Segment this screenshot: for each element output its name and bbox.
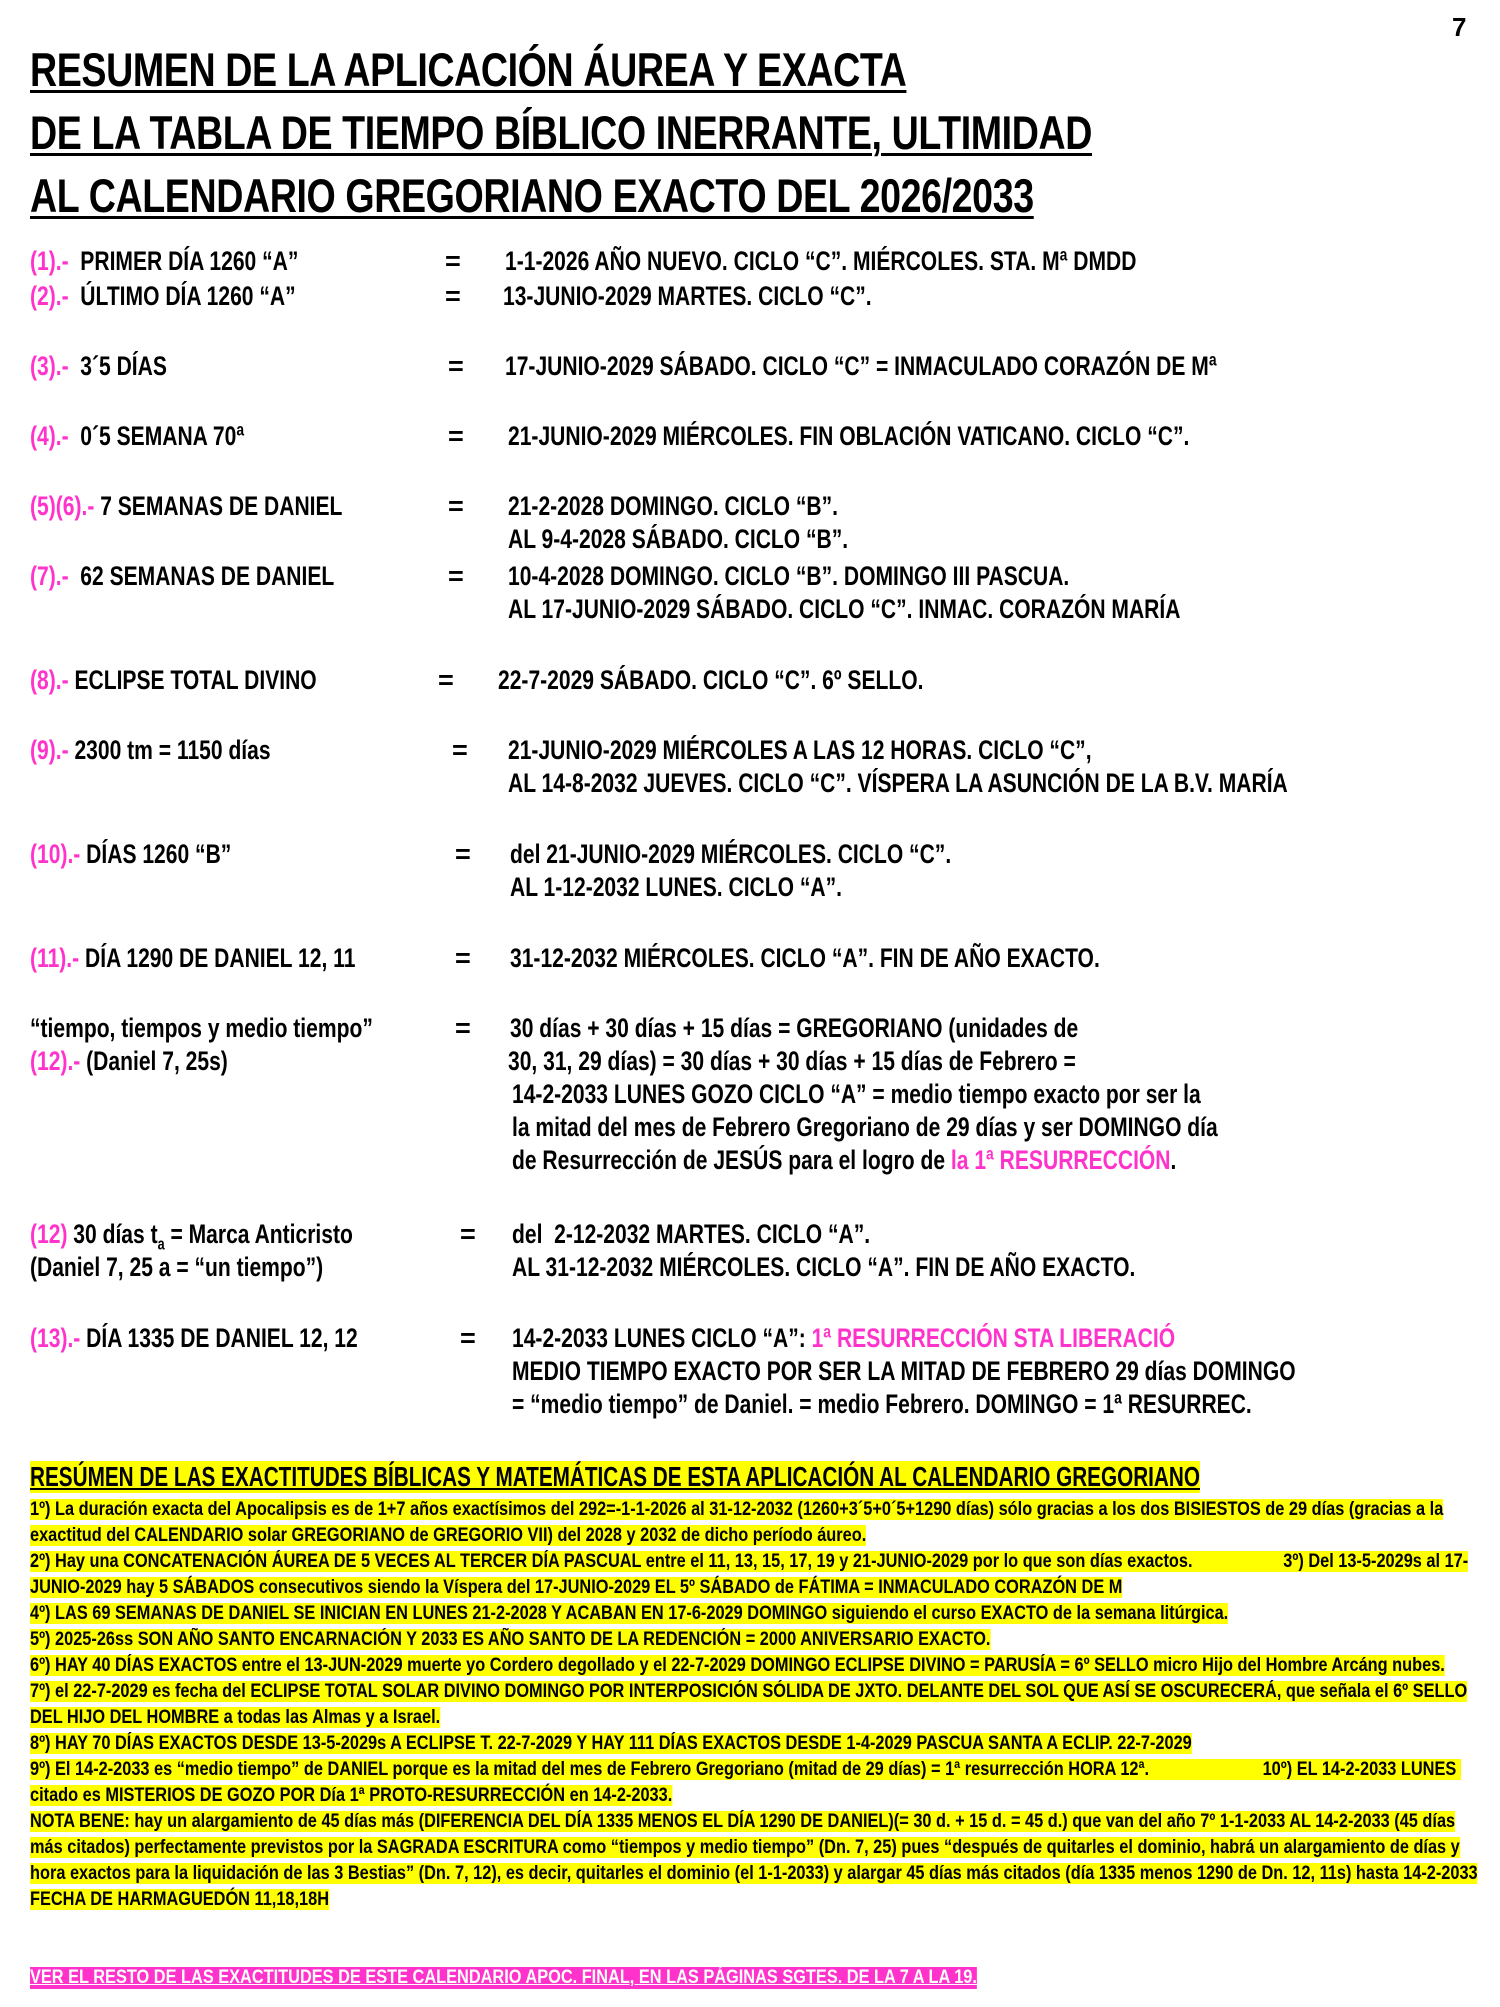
entry-value: AL 31-12-2032 MIÉRCOLES. CICLO “A”. FIN DE AÑO EXACTO. [512, 1252, 1136, 1282]
equals-sign: = [455, 839, 471, 869]
equals-sign: = [448, 491, 464, 521]
page-number: 7 [1452, 12, 1467, 42]
entry-value: de Resurrección de JESÚS para el logro de [512, 1145, 951, 1175]
entry-value: AL 17-JUNIO-2029 SÁBADO. CICLO “C”. INMAC. CORAZÓN MARÍA [508, 594, 1181, 624]
entry-label: ECLIPSE TOTAL DIVINO [68, 665, 317, 695]
entry-number: (10).- [30, 839, 81, 869]
entry-value: del 2-12-2032 MARTES. CICLO “A”. [512, 1219, 871, 1249]
subscript: a [157, 1235, 165, 1254]
entry-number: (5)(6).- [30, 491, 95, 521]
equals-sign: = [448, 561, 464, 591]
entry-number: (12).- [30, 1046, 81, 1076]
summary-paragraph: 6º) HAY 40 DÍAS EXACTOS entre el 13-JUN-2029 muerte yo Cordero degollado y el 22-7-2029 DOMINGO ECLIPSE DIVINO = PARUSÍA = 6º SELLO micro Hijo del Hombre Arcáng nubes. [30, 1655, 1445, 1676]
entry-value: AL 1-12-2032 LUNES. CICLO “A”. [510, 872, 842, 902]
equals-sign: = [448, 421, 464, 451]
entry-value: AL 14-8-2032 JUEVES. CICLO “C”. VÍSPERA LA ASUNCIÓN DE LA B.V. MARÍA [508, 768, 1288, 798]
summary-paragraph: 8º) HAY 70 DÍAS EXACTOS DESDE 13-5-2029s A ECLIPSE T. 22-7-2029 Y HAY 111 DÍAS EXACTOS DESDE 1-4-2029 PASCUA SANTA A ECLIP. 22-7-2029 [30, 1733, 1192, 1754]
summary-paragraph: 4º) LAS 69 SEMANAS DE DANIEL SE INICIAN EN LUNES 21-2-2028 Y ACABAN EN 17-6-2029 DOMINGO siguiendo el curso EXACTO de la semana litúrgica. [30, 1603, 1229, 1624]
entry-number: (8).- [30, 665, 69, 695]
entry-number: (1).- [30, 246, 69, 276]
entry-label: 30 días t [67, 1219, 158, 1249]
entry-label: = Marca Anticristo [164, 1219, 353, 1249]
entry-value: la mitad del mes de Febrero Gregoriano de 29 días y ser DOMINGO día [512, 1112, 1218, 1142]
page-title [30, 38, 1358, 227]
entry-number: (11).- [30, 943, 80, 973]
highlight-text: 1ª RESURRECCIÓN STA LIBERACIÓ [811, 1323, 1176, 1353]
entry-value: 21-2-2028 DOMINGO. CICLO “B”. [508, 491, 839, 521]
entry-label: (Daniel 7, 25 a = “un tiempo”) [30, 1252, 324, 1282]
entry-value: MEDIO TIEMPO EXACTO POR SER LA MITAD DE FEBRERO 29 días DOMINGO [512, 1356, 1296, 1386]
entry-label: 62 SEMANAS DE DANIEL [68, 561, 335, 591]
highlight-text: la 1ª RESURRECCIÓN [950, 1145, 1171, 1175]
entry-value: 17-JUNIO-2029 SÁBADO. CICLO “C” = INMACULADO CORAZÓN DE Mª [505, 351, 1217, 381]
entry-value: 30 días + 30 días + 15 días = GREGORIANO (unidades de [510, 1013, 1079, 1043]
entry-value: 14-2-2033 LUNES CICLO “A”: [512, 1323, 812, 1353]
entry-value: 10-4-2028 DOMINGO. CICLO “B”. DOMINGO III PASCUA. [508, 561, 1070, 591]
entry-value: AL 9-4-2028 SÁBADO. CICLO “B”. [508, 524, 849, 554]
equals-sign: = [460, 1219, 476, 1249]
entry-label: 7 SEMANAS DE DANIEL [94, 491, 343, 521]
summary-title: RESÚMEN DE LAS EXACTITUDES BÍBLICAS Y MATEMÁTICAS DE ESTA APLICACIÓN AL CALENDARIO GREGORIANO [30, 1461, 1200, 1492]
title-line-2: DE LA TABLA DE TIEMPO BÍBLICO INERRANTE, ULTIMIDAD [30, 106, 1092, 159]
summary-section [30, 1461, 1478, 1913]
entry-value: 22-7-2029 SÁBADO. CICLO “C”. 6º SELLO. [498, 665, 924, 695]
equals-sign: = [460, 1323, 476, 1353]
entry-value: 13-JUNIO-2029 MARTES. CICLO “C”. [503, 281, 872, 311]
equals-sign: = [438, 665, 454, 695]
entry-number: (9).- [30, 735, 69, 765]
entry-label: 2300 tm = 1150 días [68, 735, 271, 765]
summary-paragraph: 1º) La duración exacta del Apocalipsis es de 1+7 años exactísimos del 292=-1-1-2026 al 31-12-2032 (1260+3´5+0´5+1290 días) sólo gracias a los dos BISIESTOS de 29 días (gracias a la exactitud del CALENDARIO solar GREGORIANO de GREGORIO VII) del 2028 y 2032 de dicho período áureo. [30, 1499, 1444, 1546]
footer-link[interactable]: VER EL RESTO DE LAS EXACTITUDES DE ESTE CALENDARIO APOC. FINAL, EN LAS PÁGINAS SGTES. DE LA 7 A LA 19. [30, 1967, 977, 1988]
title-line-3: AL CALENDARIO GREGORIANO EXACTO DEL 2026/2033 [30, 169, 1034, 222]
entry-value: 14-2-2033 LUNES GOZO CICLO “A” = medio tiempo exacto por ser la [512, 1079, 1201, 1109]
equals-sign: = [445, 281, 461, 311]
equals-sign: = [448, 351, 464, 381]
summary-paragraph: 5º) 2025-26ss SON AÑO SANTO ENCARNACIÓN Y 2033 ES AÑO SANTO DE LA REDENCIÓN = 2000 ANIVERSARIO EXACTO. [30, 1629, 991, 1650]
entry-label: “tiempo, tiempos y medio tiempo” [30, 1013, 373, 1043]
summary-paragraph: 7º) el 22-7-2029 es fecha del ECLIPSE TOTAL SOLAR DIVINO DOMINGO POR INTERPOSICIÓN SÓLIDA DE JXTO. DELANTE DEL SOL QUE ASÍ SE OSCURECERÁ, que señala el 6º SELLO DEL HIJO DEL HOMBRE a todas las Almas y a Israel. [30, 1681, 1468, 1728]
entry-label: ÚLTIMO DÍA 1260 “A” [68, 281, 296, 311]
entry-value: 21-JUNIO-2029 MIÉRCOLES A LAS 12 HORAS. CICLO “C”, [508, 735, 1092, 765]
equals-sign: = [455, 943, 471, 973]
entry-value: 1-1-2026 AÑO NUEVO. CICLO “C”. MIÉRCOLES. STA. Mª DMDD [505, 246, 1137, 276]
equals-sign: = [455, 1013, 471, 1043]
summary-paragraph: 9º) El 14-2-2033 es “medio tiempo” de DANIEL porque es la mitad del mes de Febrero Gregoriano (mitad de 29 días) = 1ª resurrección HORA 12ª. 10º) EL 14-2-2033 LUNES citado es MISTERIOS DE GOZO POR Día 1ª PROTO-RESURRECCIÓN en 14-2-2033. [30, 1759, 1461, 1806]
entry-label: DÍA 1335 DE DANIEL 12, 12 [80, 1323, 358, 1353]
entry-value: 30, 31, 29 días) = 30 días + 30 días + 15 días de Febrero = [508, 1046, 1076, 1076]
entry-number: (13).- [30, 1323, 81, 1353]
entry-label: PRIMER DÍA 1260 “A” [68, 246, 299, 276]
entry-value: del 21-JUNIO-2029 MIÉRCOLES. CICLO “C”. [510, 839, 952, 869]
summary-note-bene: NOTA BENE: hay un alargamiento de 45 días más (DIFERENCIA DEL DÍA 1335 MENOS EL DÍA 1290 DE DANIEL)(= 30 d. + 15 d. = 45 d.) que van del año 7º 1-1-2033 AL 14-2-2033 (45 días más citados) perfectamente previstos por la SAGRADA ESCRITURA como “tiempos y medio tiempo” (Dn. 7, 25) pues “después de quitarles el dominio, habrá un alargamiento de días y hora exactos para la liquidación de las 3 Bestias” (Dn. 7, 12), es decir, quitarles el dominio (el 1-1-2033) y alargar 45 días más citados (día 1335 menos 1290 de Dn. 12, 11s) hasta 14-2-2033 FECHA DE HARMAGUEDÓN 11,18,18H [30, 1811, 1478, 1910]
entry-value: 21-JUNIO-2029 MIÉRCOLES. FIN OBLACIÓN VATICANO. CICLO “C”. [508, 421, 1190, 451]
entry-number: (2).- [30, 281, 69, 311]
entry-value: = “medio tiempo” de Daniel. = medio Febrero. DOMINGO = 1ª RESURREC. [512, 1389, 1252, 1419]
entry-label: 0´5 SEMANA 70ª [68, 421, 245, 451]
equals-sign: = [452, 735, 468, 765]
entry-label: DÍAS 1260 “B” [80, 839, 232, 869]
entry-value-tail: . [1170, 1145, 1177, 1175]
entry-label: DÍA 1290 DE DANIEL 12, 11 [79, 943, 356, 973]
title-line-1: RESUMEN DE LA APLICACIÓN ÁUREA Y EXACTA [30, 43, 907, 96]
summary-paragraph: 2º) Hay una CONCATENACIÓN ÁUREA DE 5 VECES AL TERCER DÍA PASCUAL entre el 11, 13, 15, 17, 19 y 21-JUNIO-2029 por lo que son días exactos. 3º) Del 13-5-2029s al 17-JUNIO-2029 hay 5 SÁBADOS consecutivos siendo la Víspera del 17-JUNIO-2029 EL 5º SÁBADO de FÁTIMA = INMACULADO CORAZÓN DE M [30, 1551, 1469, 1598]
entry-label: (Daniel 7, 25s) [80, 1046, 228, 1076]
entry-number: (12) [30, 1219, 68, 1249]
entry-number: (3).- [30, 351, 69, 381]
entry-number: (7).- [30, 561, 69, 591]
entry-label: 3´5 DÍAS [68, 351, 167, 381]
entry-number: (4).- [30, 421, 69, 451]
equals-sign: = [445, 246, 461, 276]
entry-value: 31-12-2032 MIÉRCOLES. CICLO “A”. FIN DE AÑO EXACTO. [510, 943, 1100, 973]
